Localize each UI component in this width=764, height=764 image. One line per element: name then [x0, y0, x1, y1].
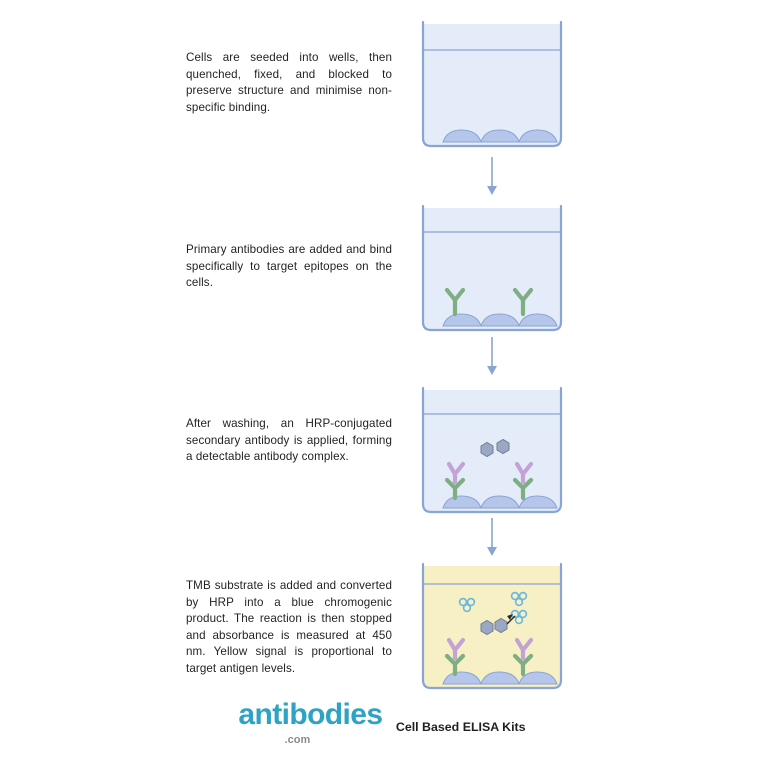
footer: [0, 700, 764, 746]
step-2-well-illustration: [419, 204, 565, 337]
antibodies-logo[interactable]: [238, 700, 382, 746]
diagram-title: Cell Based ELISA Kits: [395, 720, 526, 734]
arrow-1: [485, 157, 499, 202]
step-4-well-illustration: [419, 562, 565, 695]
arrow-2: [485, 337, 499, 382]
step-3-description: After washing, an HRP-conjugated secondary antibody is applied, forming a detectable antibody complex.: [186, 417, 392, 463]
brand-name: antibodies: [238, 698, 383, 731]
arrow-down-icon: [485, 518, 499, 558]
arrow-down-icon: [485, 337, 499, 377]
well-svg-2: [419, 204, 565, 332]
step-4-description: TMB substrate is added and converted by HRP into a blue chromogenic product. The reaction is then stopped and absorbance is measured at 450 nm. Yellow signal is proportional to target antigen levels.: [186, 579, 392, 675]
well-svg-3: [419, 386, 565, 514]
step-2-description: Primary antibodies are added and bind specifically to target epitopes on the cells.: [186, 243, 392, 289]
step-3-well-illustration: [419, 386, 565, 519]
well-svg-4: [419, 562, 565, 690]
arrow-3: [485, 518, 499, 563]
arrow-down-icon: [485, 157, 499, 197]
step-1-description: Cells are seeded into wells, then quenched, fixed, and blocked to preserve structure and minimise non-specific binding.: [186, 51, 392, 114]
step-1-well-illustration: [419, 20, 565, 153]
brand-domain: .com: [284, 734, 311, 746]
well-svg-1: [419, 20, 565, 148]
